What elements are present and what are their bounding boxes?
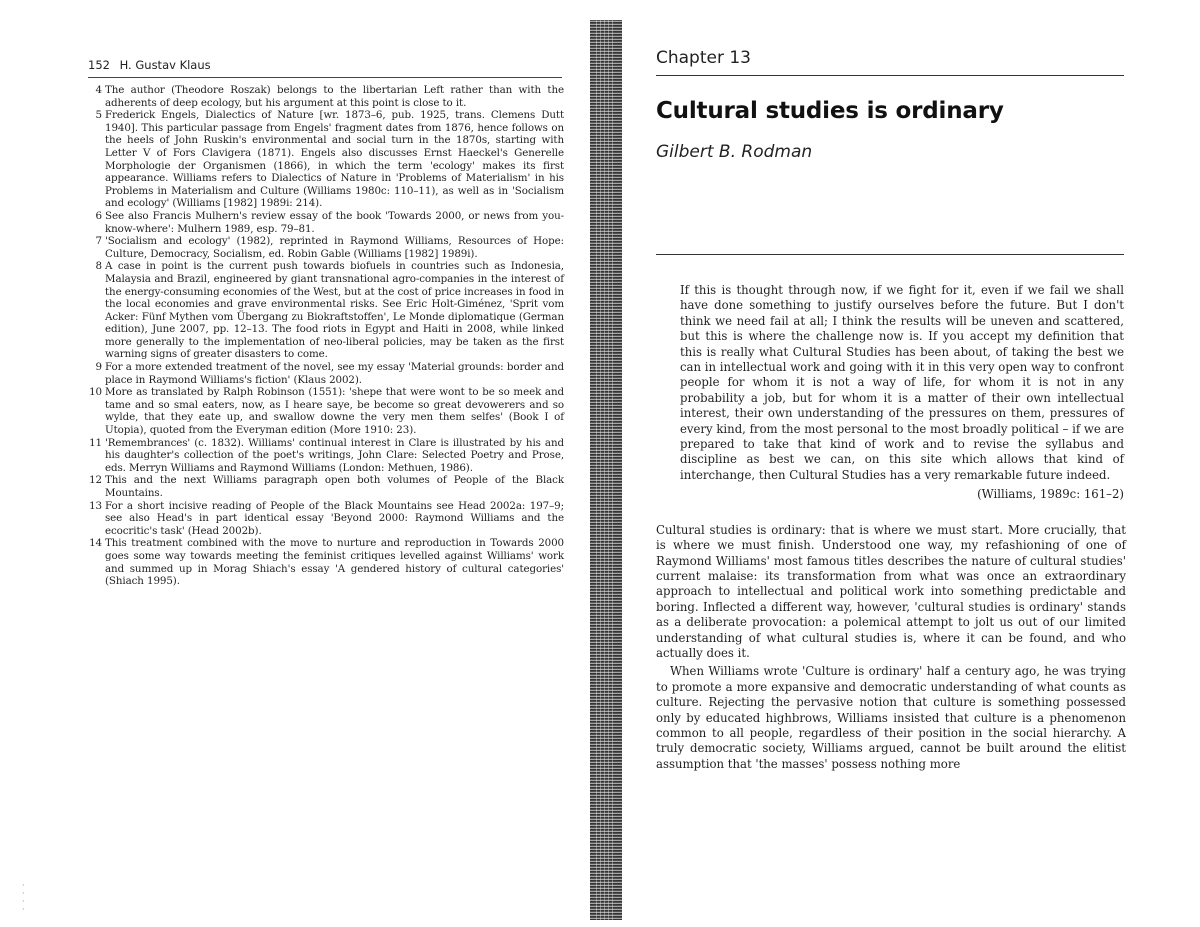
endnote-text: A case in point is the current push towards biofuels in countries such as Indonesia, Malaysia and Brazil, engineered by giant transnational agro-companies in the interest of the energy-consuming economies of the West, but at the cost of price increases in food in the local economies and grave environmental risks. See Eric Holt-Giménez, 'Sprit vom Acker: Fünf Mythen vom Übergang zu Biokraftstoffen', Le Monde diplomatique (German edition), June 2007, pp. 12–13. The food riots in Egypt and Haiti in 2008, while linked more generally to the implementation of neo-liberal policies, may be taken as the first warning signs of greater disasters to come. xyxy=(105,260,564,361)
endnote-number: 4 xyxy=(95,84,102,96)
endnote-number: 6 xyxy=(95,209,102,222)
endnote xyxy=(88,235,564,260)
endnote-text: This and the next Williams paragraph open both volumes of People of the Black Mountains. xyxy=(105,474,564,499)
endnote xyxy=(88,260,564,361)
endnotes-list xyxy=(88,84,564,588)
epigraph-text: If this is thought through now, if we fight for it, even if we fail we shall have done something to justify ourselves before the future. But I don't think we need fail at all; I think the results will be uneven and scattered, but this is where the challenge now is. If you accept my definition that this is really what Cultural Studies has been about, of taking the best we can in intellectual work and going with it in this very open way to confront people for whom it is not a way of life, for whom it is not in any probability a job, but for whom it is a matter of their own intellectual interest, their own understanding of the pressures on them, pressures of every kind, from the most personal to the most broadly political – if we are prepared to take that kind of work and to revise the syllabus and discipline as best we can, on this site which allows that kind of interchange, then Cultural Studies has a very remarkable future indeed. xyxy=(680,283,1124,482)
endnote-number: 9 xyxy=(95,361,102,374)
endnote-number: 12 xyxy=(89,474,102,487)
endnote-text: The author (Theodore Roszak) belongs to the libertarian Left rather than with the adherents of deep ecology, but his argument at this point is close to it. xyxy=(105,84,564,109)
endnote-number: 5 xyxy=(95,109,102,122)
chapter-rule xyxy=(656,75,1124,76)
body-paragraph: When Williams wrote 'Culture is ordinary' half a century ago, he was trying to promote a more expansive and democratic understanding of what counts as culture. Rejecting the pervasive notion that culture is something possessed only by educated highbrows, Williams insisted that culture is a phenomenon common to all people, regardless of their position in the social hierarchy. A truly democratic society, Williams argued, cannot be built around the elitist assumption that 'the masses' possess nothing more xyxy=(656,664,1126,771)
endnote-number: 14 xyxy=(89,537,102,550)
left-page xyxy=(88,58,564,918)
section-rule xyxy=(656,254,1124,255)
endnote-text: For a short incisive reading of People of the Black Mountains see Head 2002a: 197–9; see also Head's in part identical essay 'Beyond 2000: Raymond Williams and the ecocritic's task' (Head 2002b). xyxy=(105,499,564,537)
endnote xyxy=(88,500,564,538)
header-rule xyxy=(88,77,562,78)
epigraph-block xyxy=(680,283,1124,503)
epigraph-citation: (Williams, 1989c: 161–2) xyxy=(977,487,1124,502)
endnote-text: 'Socialism and ecology' (1982), reprinted in Raymond Williams, Resources of Hope: Culture, Democracy, Socialism, ed. Robin Gable (Williams [1982] 1989i). xyxy=(105,235,564,260)
endnote xyxy=(88,537,564,587)
endnote xyxy=(88,437,564,475)
endnote-text: 'Remembrances' (c. 1832). Williams' continual interest in Clare is illustrated by his and his daughter's collection of the poet's writings, John Clare: Selected Poetry and Prose, eds. Merryn Williams and Raymond Williams (London: Methuen, 1986). xyxy=(105,436,564,474)
running-head-author: H. Gustav Klaus xyxy=(119,58,211,72)
endnote-text: For a more extended treatment of the novel, see my essay 'Material grounds: border and place in Raymond Williams's fiction' (Klaus 2002). xyxy=(105,361,564,386)
endnote-text: More as translated by Ralph Robinson (1551): 'shepe that were wont to be so meek and tame and so smal eaters, now, as I heare saye, be become so great devowerers and so wylde, that they eate up, and swallow downe the very men them selfes' (Book I of Utopia), quoted from the Everyman edition (More 1910: 23). xyxy=(105,386,564,437)
chapter-label: Chapter 13 xyxy=(656,48,752,68)
endnote-number: 13 xyxy=(89,499,102,512)
chapter-author: Gilbert B. Rodman xyxy=(656,142,813,162)
page-number: 152 xyxy=(88,58,110,72)
running-head xyxy=(88,58,564,74)
endnote-number: 10 xyxy=(89,386,102,399)
right-page xyxy=(656,48,1126,918)
endnote xyxy=(88,361,564,386)
endnote xyxy=(88,474,564,499)
endnote xyxy=(88,109,564,210)
endnote xyxy=(88,386,564,436)
endnote-text: Frederick Engels, Dialectics of Nature [wr. 1873–6, pub. 1925, trans. Clemens Dutt 1940]. This particular passage from Engels' fragment dates from 1876, hence follows on the heels of John Ruskin's environmental and social turn in the 1870s, starting with Letter V of Fors Clavigera (1871). Engels also discusses Ernst Haeckel's Generelle Morphologie der Organismen (1866), in which the term 'ecology' makes its first appearance. Williams refers to Dialectics of Nature in 'Problems of Materialism' in his Problems in Materialism and Culture (Williams 1980c: 110–11), as well as in 'Socialism and ecology' (Williams [1982] 1989i: 214). xyxy=(105,109,564,210)
body-paragraph: Cultural studies is ordinary: that is where we must start. More crucially, that is where we must finish. Understood one way, my refashioning of one of Raymond Williams' most famous titles describes the nature of cultural studies' current malaise: its transformation from what was once an extraordinary approach to intellectual and political work into something predictable and boring. Inflected a different way, however, 'cultural studies is ordinary' stands as a deliberate provocation: a polemical attempt to jolt us out of our limited understanding of what cultural studies is, where it can be found, and who actually does it. xyxy=(656,522,1126,660)
chapter-title: Cultural studies is ordinary xyxy=(656,98,1004,124)
endnote xyxy=(88,210,564,235)
endnote-number: 7 xyxy=(95,235,102,248)
endnote-text: This treatment combined with the move to nurture and reproduction in Towards 2000 goes some way towards meeting the feminist critiques levelled against Williams' work and summed up in Morag Shiach's essay 'A gendered history of cultural categories' (Shiach 1995). xyxy=(105,537,564,588)
book-gutter-binding xyxy=(590,20,622,920)
endnote xyxy=(88,84,564,109)
endnote-number: 11 xyxy=(89,436,102,449)
endnote-text: See also Francis Mulhern's review essay of the book 'Towards 2000, or news from you-know-where': Mulhern 1989, esp. 79–81. xyxy=(105,209,564,235)
endnote-number: 8 xyxy=(95,260,102,273)
margin-marks: · · · · xyxy=(22,881,25,914)
